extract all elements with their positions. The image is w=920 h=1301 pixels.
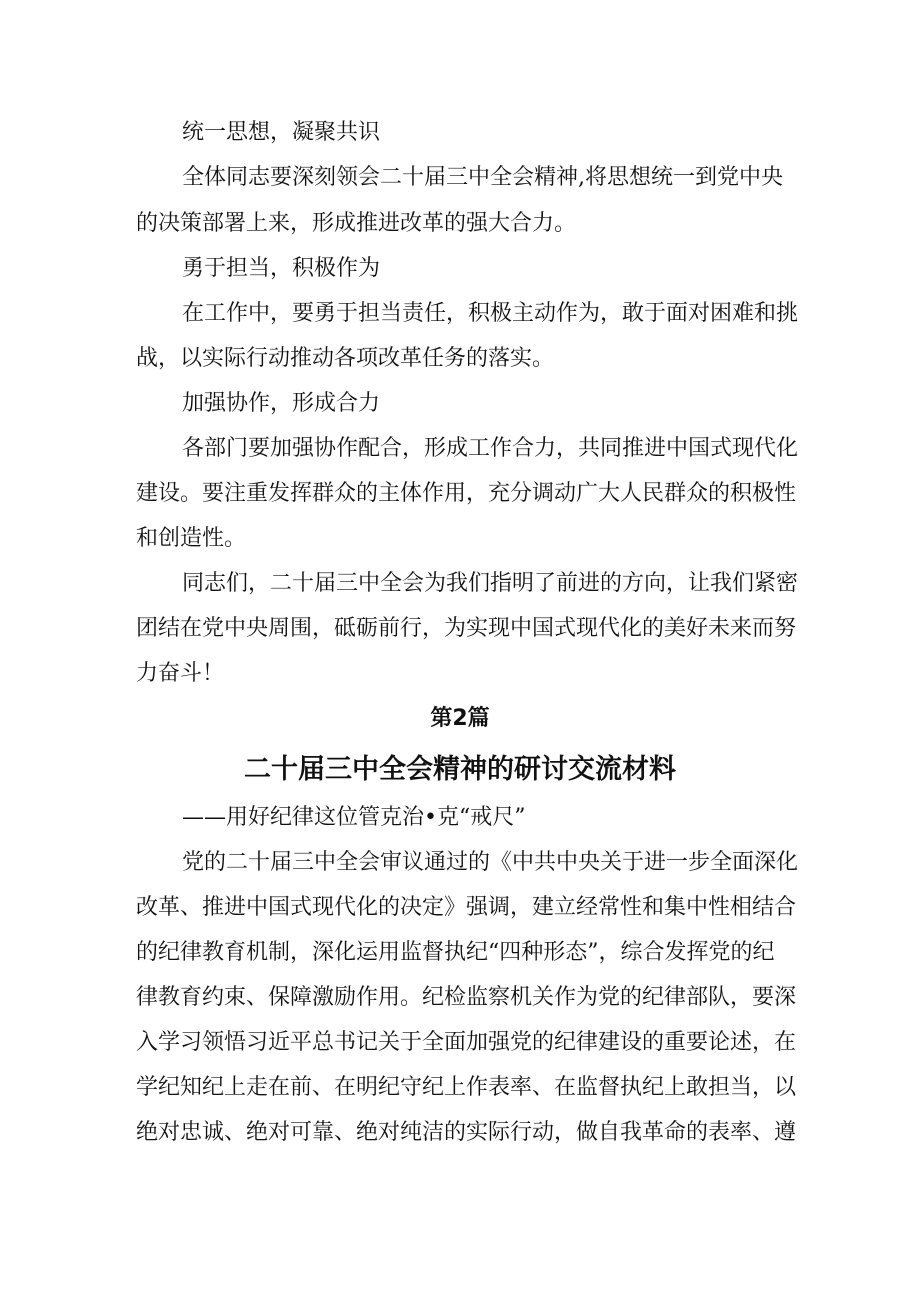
paragraph-line: 的纪律教育机制，深化运用监督执纪“四种形态”，综合发挥党的纪 bbox=[136, 940, 775, 965]
paragraph-line: 党的二十届三中全会审议通过的《中共中央关于进一步全面深化 bbox=[182, 850, 799, 875]
document-title: 二十届三中全会精神的研讨交流材料 bbox=[244, 754, 676, 785]
paragraph-line: 的决策部署上来，形成推进改革的强大合力。 bbox=[136, 211, 577, 236]
paragraph-line: 各部门要加强协作配合，形成工作合力，共同推进中国式现代化 bbox=[182, 436, 799, 461]
paragraph-line: 建设。要注重发挥群众的主体作用，充分调动广大人民群众的积极性 bbox=[136, 481, 797, 506]
paragraph-line: 全体同志要深刻领会二十届三中全会精神,将思想统一到党中央 bbox=[182, 165, 783, 190]
paragraph-line: 同志们，二十届三中全会为我们指明了前进的方向，让我们紧密 bbox=[182, 571, 799, 596]
document-subtitle: ——用好纪律这位管克治•克“戒尺” bbox=[182, 805, 526, 830]
paragraph-line: 律教育约束、保障激励作用。纪检监察机关作为党的纪律部队，要深 bbox=[136, 985, 797, 1010]
section-number: 第2篇 bbox=[430, 706, 490, 731]
subheading-cooperation: 加强协作，形成合力 bbox=[182, 391, 381, 416]
paragraph-line: 入学习领悟习近平总书记关于全面加强党的纪律建设的重要论述，在 bbox=[136, 1030, 797, 1055]
paragraph-line: 团结在党中央周围，砥砺前行，为实现中国式现代化的美好未来而努 bbox=[136, 616, 797, 641]
subheading-take-responsibility: 勇于担当，积极作为 bbox=[182, 256, 381, 281]
paragraph-line: 学纪知纪上走在前、在明纪守纪上作表率、在监督执纪上敢担当，以 bbox=[136, 1075, 797, 1100]
paragraph-line: 和创造性。 bbox=[136, 526, 247, 551]
subheading-unify-thinking: 统一思想，凝聚共识 bbox=[182, 120, 381, 145]
paragraph-line: 在工作中，要勇于担当责任，积极主动作为，敢于面对困难和挑 bbox=[182, 301, 799, 326]
paragraph-line: 战，以实际行动推动各项改革任务的落实。 bbox=[136, 346, 555, 371]
paragraph-line: 改革、推进中国式现代化的决定》强调，建立经常性和集中性相结合 bbox=[136, 895, 797, 920]
paragraph-line: 力奋斗！ bbox=[136, 661, 225, 686]
paragraph-line: 绝对忠诚、绝对可靠、绝对纯洁的实际行动，做自我革命的表率、遵 bbox=[136, 1120, 797, 1145]
